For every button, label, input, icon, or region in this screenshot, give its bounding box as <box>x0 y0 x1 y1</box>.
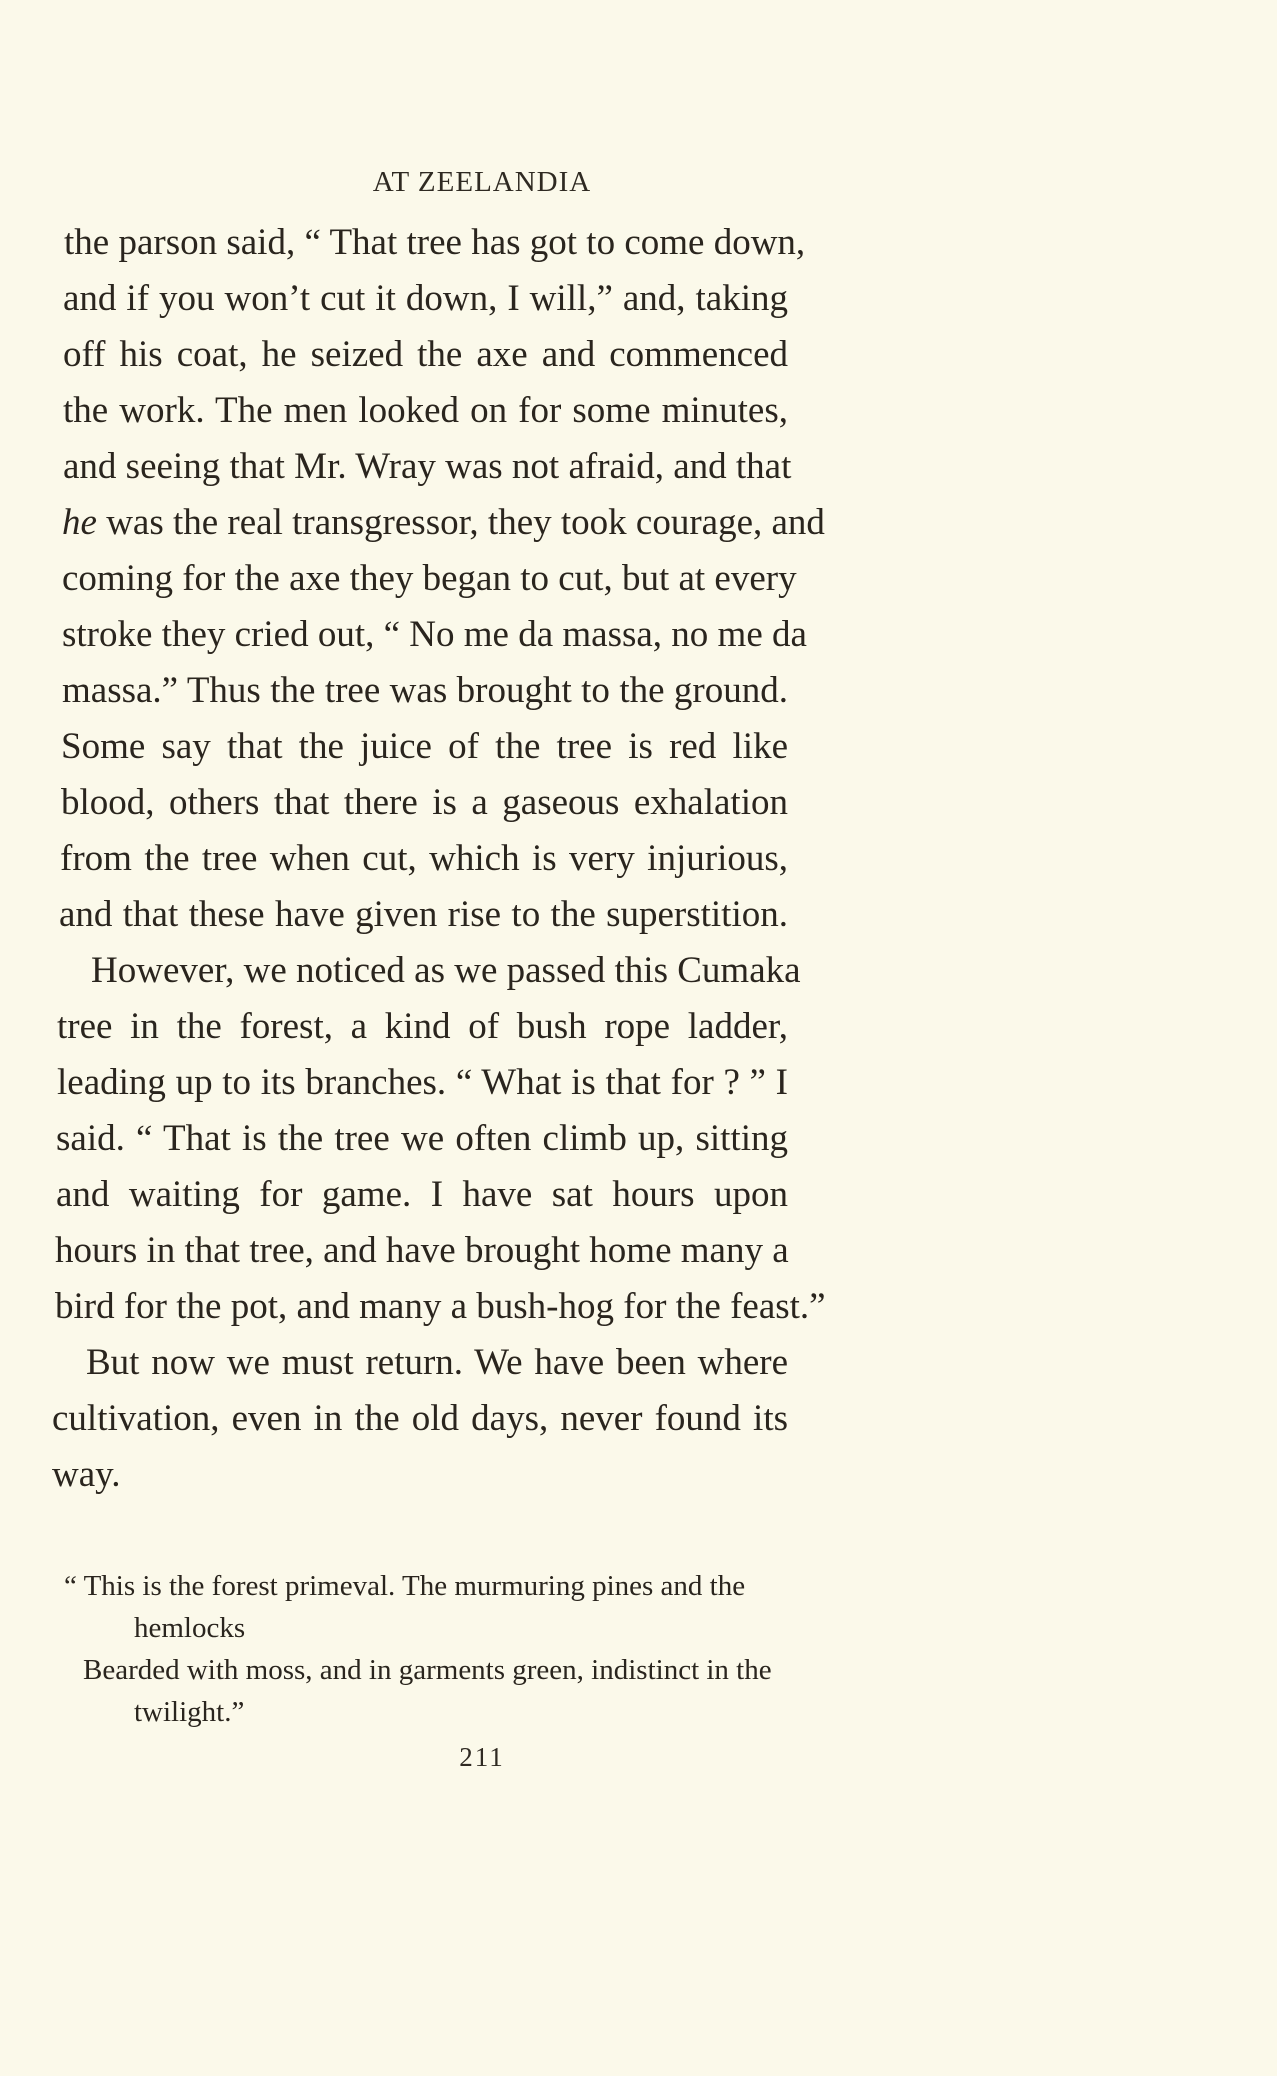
text-line: blood, others that there is a gaseous exhalation <box>61 782 788 823</box>
text-line: hours in that tree, and have brought home many a <box>55 1230 789 1271</box>
text-line: off his coat, he seized the axe and commenced <box>63 334 788 375</box>
text-line: tree in the forest, a kind of bush rope ladder, <box>57 1006 788 1047</box>
paragraph-start-line: But now we must return. We have been where <box>86 1342 788 1383</box>
text-line: and waiting for game. I have sat hours upon <box>56 1174 788 1215</box>
text-line: stroke they cried out, “ No me da massa, no me da <box>62 614 807 655</box>
text-line <box>62 495 825 551</box>
text-line: from the tree when cut, which is very injurious, <box>60 838 788 879</box>
text-line: way. <box>52 1454 121 1495</box>
text-line: and if you won’t cut it down, I will,” and, taking <box>63 278 788 319</box>
text-line: said. “ That is the tree we often climb up, sitting <box>56 1118 788 1159</box>
verse-quotation <box>64 1565 784 1733</box>
text-line: and that these have given rise to the superstition. <box>59 894 788 935</box>
running-head: AT ZEELANDIA <box>372 166 592 198</box>
text-line: bird for the pot, and many a bush-hog for the feast.” <box>55 1286 826 1327</box>
verse-line: hemlocks <box>134 1612 246 1644</box>
text-line: the work. The men looked on for some minutes, <box>63 390 788 431</box>
text-line: leading up to its branches. “ What is that for ? ” I <box>57 1062 788 1103</box>
text-line-rest: was the real transgressor, they took courage, and <box>96 502 825 543</box>
page-number: 211 <box>459 1742 505 1772</box>
verse-line: “ This is the forest primeval. The murmuring pines and the <box>64 1570 746 1602</box>
text-line: coming for the axe they began to cut, but at every <box>62 558 797 599</box>
verse-line: twilight.” <box>134 1696 245 1728</box>
text-line: massa.” Thus the tree was brought to the ground. <box>62 670 788 711</box>
italic-word: he <box>62 502 97 543</box>
verse-line: Bearded with moss, and in garments green, indistinct in the <box>83 1654 772 1686</box>
text-line: cultivation, even in the old days, never found its <box>52 1398 788 1439</box>
paragraph-start-line: However, we noticed as we passed this Cumaka <box>91 950 801 991</box>
text-line: Some say that the juice of the tree is red like <box>61 726 788 767</box>
text-line: and seeing that Mr. Wray was not afraid, and that <box>63 446 792 487</box>
body-text <box>52 215 826 1503</box>
text-line: the parson said, “ That tree has got to come down, <box>64 222 806 263</box>
